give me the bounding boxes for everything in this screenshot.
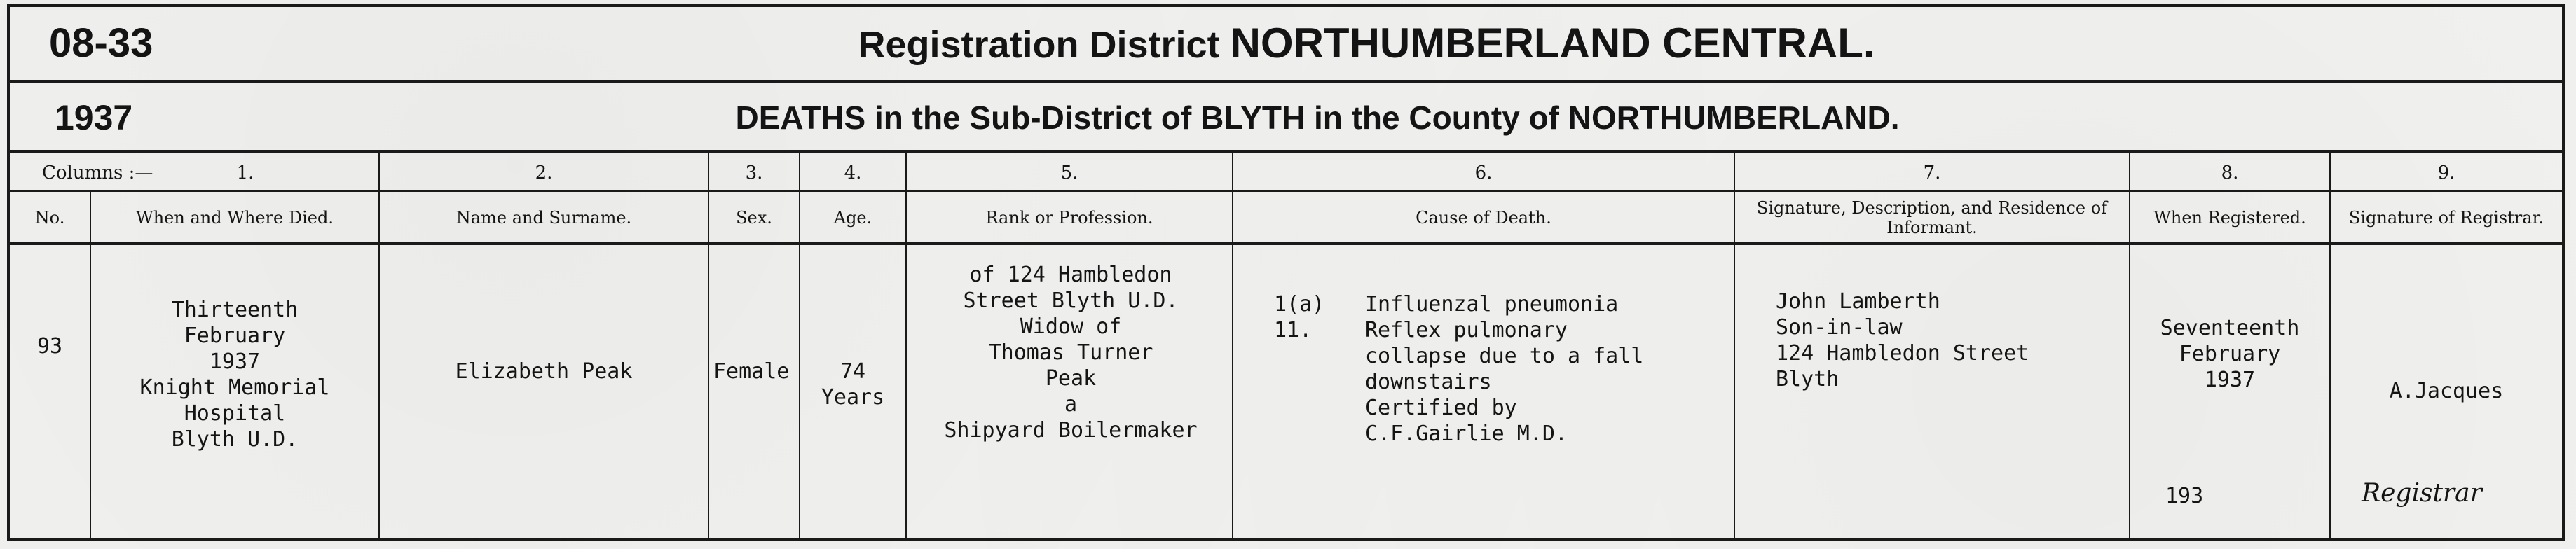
rule-subheader xyxy=(7,150,2565,153)
registrar-title: Registrar xyxy=(2362,479,2482,508)
entry-informant: John Lamberth Son-in-law 124 Hambledon Street Blyth xyxy=(1776,289,2029,391)
header-no: No. xyxy=(34,208,65,228)
entry-cause-markers: 1(a) 11. xyxy=(1274,292,1325,342)
header-sex: Sex. xyxy=(736,208,772,228)
column-number: 2. xyxy=(535,162,553,183)
header-registered: When Registered. xyxy=(2153,208,2306,228)
column-number: 9. xyxy=(2437,162,2455,183)
entry-cause: Influenzal pneumonia Reflex pulmonary collapse due to a fall downstairs Certified by C.F.Gairlie M.D. xyxy=(1365,292,1644,446)
column-number: 8. xyxy=(2221,162,2239,183)
column-number: 5. xyxy=(1060,162,1078,183)
title-prefix: Registration District xyxy=(858,24,1220,66)
header-registrar: Signature of Registrar. xyxy=(2348,208,2544,228)
header-name: Name and Surname. xyxy=(455,208,632,228)
register-frame xyxy=(7,4,2565,541)
column-number: 6. xyxy=(1474,162,1493,183)
sub-district-title: DEATHS in the Sub-District of BLYTH in the County of NORTHUMBERLAND. xyxy=(735,99,1900,136)
columns-label: Columns :— xyxy=(42,162,153,183)
header-rank: Rank or Profession. xyxy=(985,208,1153,228)
header-informant: Signature, Description, and Residence of Informant. xyxy=(1756,198,2108,237)
header-age: Age. xyxy=(833,208,872,228)
entry-age: 74 Years xyxy=(821,359,885,410)
entry-rank: of 124 Hambledon Street Blyth U.D. Widow of Thomas Turner Peak a Shipyard Boilermaker xyxy=(944,263,1198,443)
rule-column-numbers xyxy=(7,190,2565,192)
district-name: NORTHUMBERLAND CENTRAL. xyxy=(1230,20,1875,67)
header-when-where: When and Where Died. xyxy=(136,208,334,228)
entry-sex: Female xyxy=(713,359,790,384)
registration-district-title xyxy=(420,8,2313,80)
entry-registrar-name: A.Jacques xyxy=(2389,379,2504,403)
column-number: 7. xyxy=(1923,162,1941,183)
reference-number: 08-33 xyxy=(49,20,153,66)
rule-column-headers xyxy=(7,242,2565,245)
column-number: 3. xyxy=(745,162,763,183)
entry-when-where: Thirteenth February 1937 Knight Memorial Hospital Blyth U.D. xyxy=(139,298,330,452)
entry-number: 93 xyxy=(36,334,63,359)
column-number: 4. xyxy=(844,162,862,183)
column-number: 1. xyxy=(236,162,254,183)
entry-name: Elizabeth Peak xyxy=(455,359,633,384)
entry-register-number: 193 xyxy=(2165,484,2204,508)
header-cause: Cause of Death. xyxy=(1416,208,1551,228)
rule-header xyxy=(7,80,2565,83)
register-year: 1937 xyxy=(55,98,133,137)
entry-registered: Seventeenth February 1937 xyxy=(2160,316,2300,392)
